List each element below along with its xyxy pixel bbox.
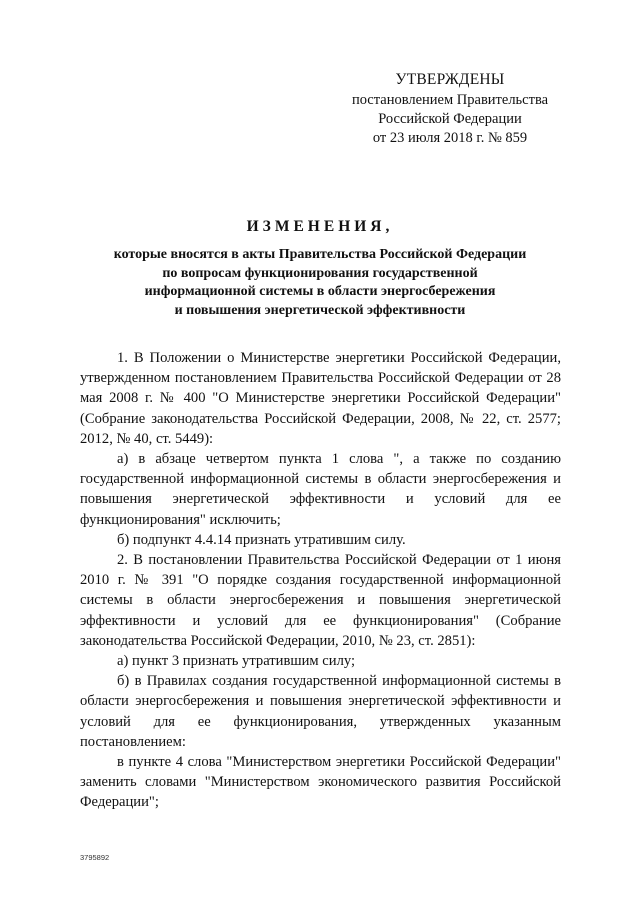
approval-line-2: Российской Федерации xyxy=(378,111,522,127)
subtitle-line-3: информационной системы в области энергосбережения xyxy=(144,284,496,299)
approval-heading: УТВЕРЖДЕНЫ xyxy=(395,71,505,88)
approval-line-3: от 23 июля 2018 г. № 859 xyxy=(372,130,528,146)
document-number: 3795892 xyxy=(80,853,110,862)
paragraph-1: 1. В Положении о Министерстве энергетики Российской Федерации, утвержденном постановлением Правительства Российской Федерации от 28 мая 2008 г. № 400 "О Министерстве энергетики Российской Федерации" (Собрание законодательства Российской Федерации, 2008, № 22, ст. 2577; 2012, № 40, ст. 5449): xyxy=(80,350,561,447)
subtitle-line-4: и повышения энергетической эффективности xyxy=(174,302,466,318)
approval-block xyxy=(340,70,560,148)
subtitle-line-1: которые вносятся в акты Правительства Российской Федерации xyxy=(113,247,527,262)
paragraph-1a: а) в абзаце четвертом пункта 1 слова ", а также по созданию государственной информационной системы в области энергосбережения и повышения энергетической эффективности и условий для ее функционирования" исключить; xyxy=(80,451,561,528)
document-subtitle xyxy=(80,246,560,320)
paragraph-2b-item: в пункте 4 слова "Министерством энергетики Российской Федерации" заменить словами "Министерством экономического развития Российской Федерации"; xyxy=(80,754,561,811)
subtitle-line-2: по вопросам функционирования государственной xyxy=(162,265,478,281)
approval-line-1: постановлением Правительства xyxy=(351,92,549,108)
paragraph-2a: а) пункт 3 признать утратившим силу; xyxy=(117,653,356,670)
paragraph-2b: б) в Правилах создания государственной информационной системы в области энергосбережения и повышения энергетической эффективности и условий для ее функционирования, утвержденных указанным постановлением: xyxy=(80,673,561,750)
paragraph-1b: б) подпункт 4.4.14 признать утратившим силу. xyxy=(117,531,406,548)
document-title: ИЗМЕНЕНИЯ, xyxy=(246,218,394,235)
paragraph-2: 2. В постановлении Правительства Российской Федерации от 1 июня 2010 г. № 391 "О порядке создания государственной информационной системы в области энергосбережения и повышения энергетической эффективности и условий для ее функционирования" (Собрание законодательства Российской Федерации, 2010, № 23, ст. 2851): xyxy=(80,552,561,649)
document-body xyxy=(80,348,561,813)
